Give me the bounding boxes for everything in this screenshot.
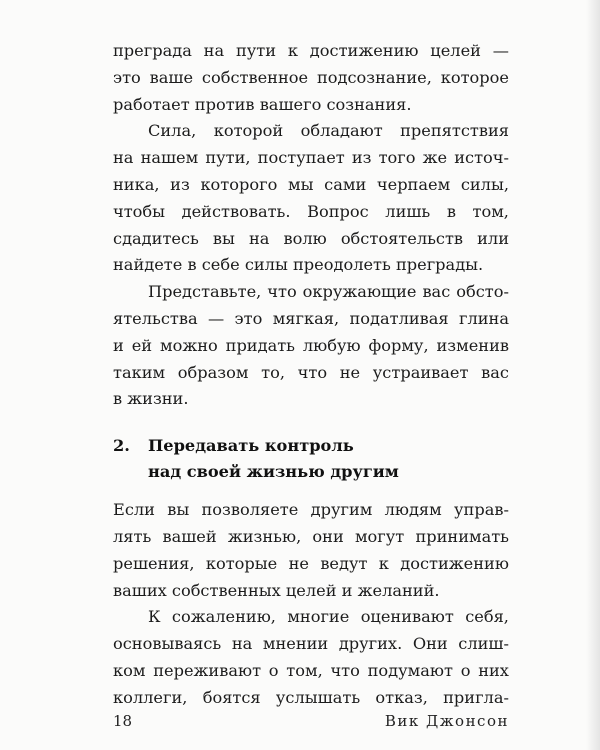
text-line: преграда на пути к достижению целей — (113, 41, 509, 60)
text-line: ника, из которого мы сами черпаем силы, (113, 174, 509, 194)
text-line: лять вашей жизнью, они могут принимать (113, 526, 509, 546)
text-line: и ей можно придать любую форму, изменив (113, 335, 509, 355)
text-line: ком переживают о том, что подумают о них (113, 660, 509, 680)
page-footer (113, 711, 509, 731)
text-line: ятельства — это мягкая, податливая глина (113, 308, 509, 328)
text-line: коллеги, боятся услышать отказ, пригла- (113, 687, 509, 707)
section-heading (113, 433, 509, 485)
text-line: основываясь на мнении других. Они слиш- (113, 634, 509, 654)
text-line: чтобы действовать. Вопрос лишь в том, (113, 201, 509, 221)
text-line: ваших собственных целей и желаний. (113, 580, 440, 600)
running-footer-author: Вик Джонсон (384, 712, 509, 730)
text-line: найдете в себе силы преодолеть преграды. (113, 255, 484, 275)
text-line: работает против вашего сознания. (113, 94, 412, 114)
text-line: К сожалению, многие оценивают себя, (148, 607, 509, 627)
page-text (113, 38, 509, 712)
text-line: Если вы позволяете другим людям управ- (113, 500, 509, 520)
text-line: на нашем пути, поступает из того же источ- (113, 148, 509, 168)
text-line: Сила, которой обладают препятствия (148, 121, 509, 141)
text-line: это ваше собственное подсознание, которое (113, 67, 509, 87)
section-number: 2. (113, 436, 130, 456)
text-line: в жизни. (113, 389, 189, 409)
page-number: 18 (113, 712, 133, 730)
section-title-line-1: Передавать контроль (148, 436, 354, 456)
text-line: таким образом то, что не устраивает вас (113, 362, 509, 382)
section-title-line-2: над своей жизнью другим (148, 462, 399, 482)
text-line: сдадитесь вы на волю обстоятельств или (113, 228, 509, 248)
page-edge-shadow (586, 0, 600, 750)
text-line: решения, которые не ведут к достижению (113, 553, 509, 573)
text-line: Представьте, что окружающие вас обсто- (148, 282, 509, 302)
